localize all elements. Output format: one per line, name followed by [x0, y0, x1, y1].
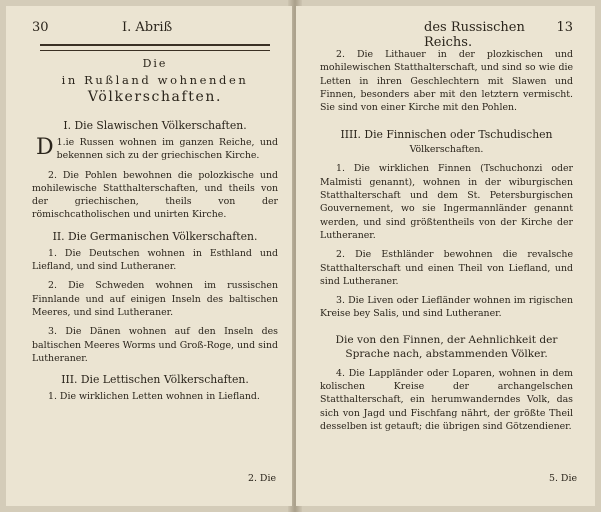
right-page-number: 13	[556, 20, 573, 35]
right-running-head: des Russischen Reichs.	[424, 20, 525, 50]
title-line-2: in Rußland wohnenden	[61, 73, 249, 87]
paragraph-number: 1.	[56, 137, 66, 148]
section-heading-related-peoples: Die von den Finnen, der Aehnlichkeit der Sprache nach, abstammenden Völker.	[335, 333, 558, 360]
right-page-header	[320, 20, 573, 50]
paragraph-finns: 1. Die wirklichen Finnen (Tschuchonzi oder Malmisti genannt), wohnen in der wiburgischen Statthalterschaft und dem St. Petersburgischen Gouvernement, wo sie Ingermannländer genannt werden, und sind größtentheils von der Kirche der Lutheraner.	[320, 163, 573, 241]
paragraph-lapps: 4. Die Lappländer oder Loparen, wohnen in dem kolischen Kreise der archangelschen Statthalterschaft, ein herumwanderndes Volk, das sich von Jagd und Fischfang nährt, der größte Theil desselben ist getauft; die übrigen sind Götzendiener.	[320, 367, 573, 432]
paragraph-swedes: 2. Die Schweden wohnen im russischen Finnlande und auf einigen Inseln des baltischen Meeres, und sind Lutheraner.	[32, 280, 278, 318]
title-line-1: Die	[142, 57, 168, 70]
right-catchword: 5. Die	[549, 473, 577, 484]
paragraph-germans: 1. Die Deutschen wohnen in Esthland und Liefland, und sind Lutheraner.	[32, 247, 278, 273]
section-heading-finnish: IIII. Die Finnischen oder Tschudischen	[340, 128, 553, 142]
section-heading-lettish: III. Die Lettischen Völkerschaften.	[61, 373, 249, 387]
paragraph-estonians: 2. Die Esthländer bewohnen die revalsche Statthalterschaft und einen Theil von Liefland, und sind Lutheraner.	[320, 249, 573, 287]
paragraph-text: ie Russen wohnen im ganzen Reiche, und bekennen sich zu der griechischen Kirche.	[56, 137, 278, 162]
paragraph-russians	[32, 136, 278, 163]
section-heading-finnish-sub: Völkerschaften.	[409, 144, 484, 156]
section-heading-germanic: II. Die Germanischen Völkerschaften.	[52, 229, 258, 243]
title-line-3: Völkerschaften.	[87, 89, 223, 105]
paragraph-livonians: 3. Die Liven oder Liefländer wohnen im rigischen Kreise bey Salis, und sind Lutheraner.	[320, 295, 573, 320]
left-page	[6, 6, 292, 506]
right-page	[296, 6, 595, 506]
section-heading-slavic: I. Die Slawischen Völkerschaften.	[63, 119, 247, 132]
left-page-header	[32, 20, 278, 40]
paragraph-letts: 1. Die wirklichen Letten wohnen in Liefland.	[48, 391, 260, 403]
paragraph-danes: 3. Die Dänen wohnen auf den Inseln des baltischen Meeres Worms und Groß-Roge, und sind Lutheraner.	[32, 326, 278, 364]
title-rule	[40, 44, 270, 51]
left-catchword: 2. Die	[248, 473, 276, 484]
left-page-number: 30	[32, 20, 49, 35]
left-running-head: I. Abriß	[122, 20, 173, 35]
paragraph-lithuanians: 2. Die Lithauer in der plozkischen und mohilewischen Statthalterschaft, und sind so wie die Letten in ihren Geschlechtern mit Slawen und Finnen, besonders aber mit den letztern vermischt. Sie sind von einer Kirche mit den Pohlen.	[320, 49, 573, 114]
paragraph-poles: 2. Die Pohlen bewohnen die polozkische und mohilewische Statthalterschaften, und theils von der griechischen, theils von der römischcatholischen und unirten Kirche.	[32, 169, 278, 221]
drop-cap: D	[36, 135, 54, 160]
